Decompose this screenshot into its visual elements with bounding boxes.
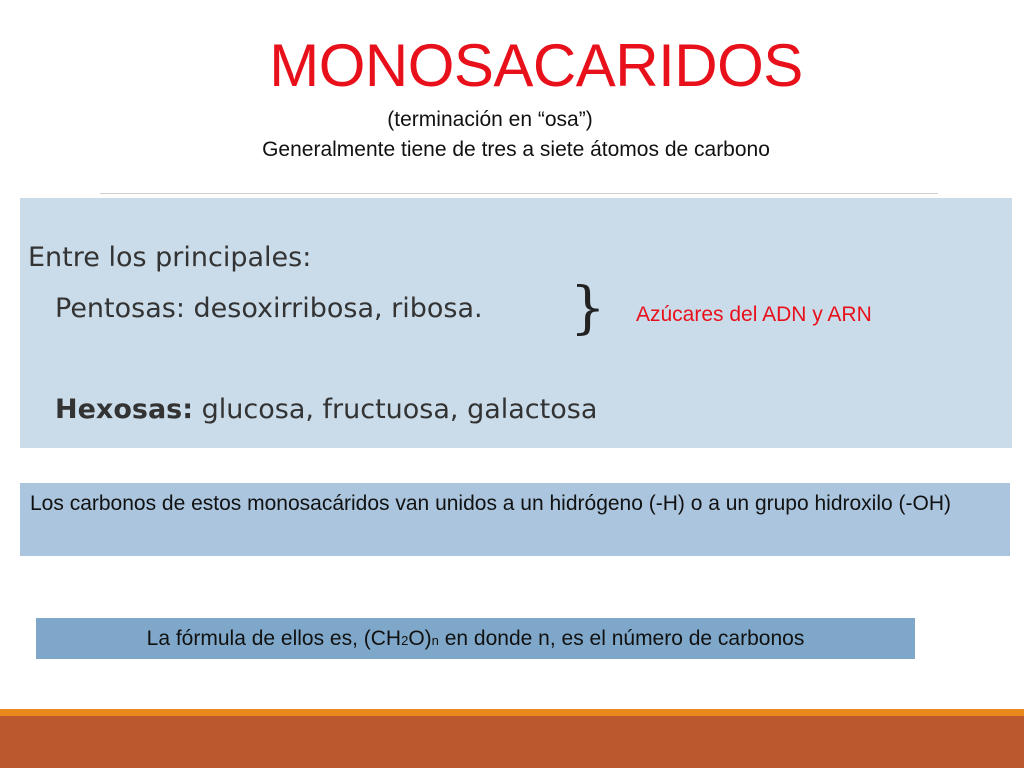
footer-accent-line <box>0 709 1024 716</box>
formula-prefix: La fórmula de ellos es, (CH <box>146 627 402 650</box>
carbon-bonds-box: Los carbonos de estos monosacáridos van unidos a un hidrógeno (-H) o a un grupo hidroxilo (-OH) <box>20 483 1010 556</box>
formula-box <box>36 618 915 659</box>
formula-suffix: en donde n, es el número de carbonos <box>438 627 805 650</box>
brace-symbol: } <box>570 276 606 341</box>
hexosas-line <box>55 392 597 428</box>
formula-subscript-n: n <box>431 633 439 648</box>
dna-rna-note: Azúcares del ADN y ARN <box>636 303 872 326</box>
formula-subscript-2: 2 <box>401 633 409 648</box>
pentosas-label: Pentosas <box>55 293 176 324</box>
subtitle-termination: (terminación en “osa”) <box>387 108 593 131</box>
hexosas-text: glucosa, fructuosa, galactosa <box>193 394 598 425</box>
pentosas-line <box>55 291 483 327</box>
hexosas-label: Hexosas: <box>55 394 194 425</box>
divider <box>100 193 938 194</box>
pentosas-text: : desoxirribosa, ribosa. <box>175 293 483 324</box>
formula-mid: O) <box>408 627 432 650</box>
subtitle-carbons: Generalmente tiene de tres a siete átomos de carbono <box>262 138 770 161</box>
footer-bar <box>0 716 1024 768</box>
intro-text: Entre los principales: <box>28 242 312 273</box>
slide-title: MONOSACARIDOS <box>269 32 803 99</box>
